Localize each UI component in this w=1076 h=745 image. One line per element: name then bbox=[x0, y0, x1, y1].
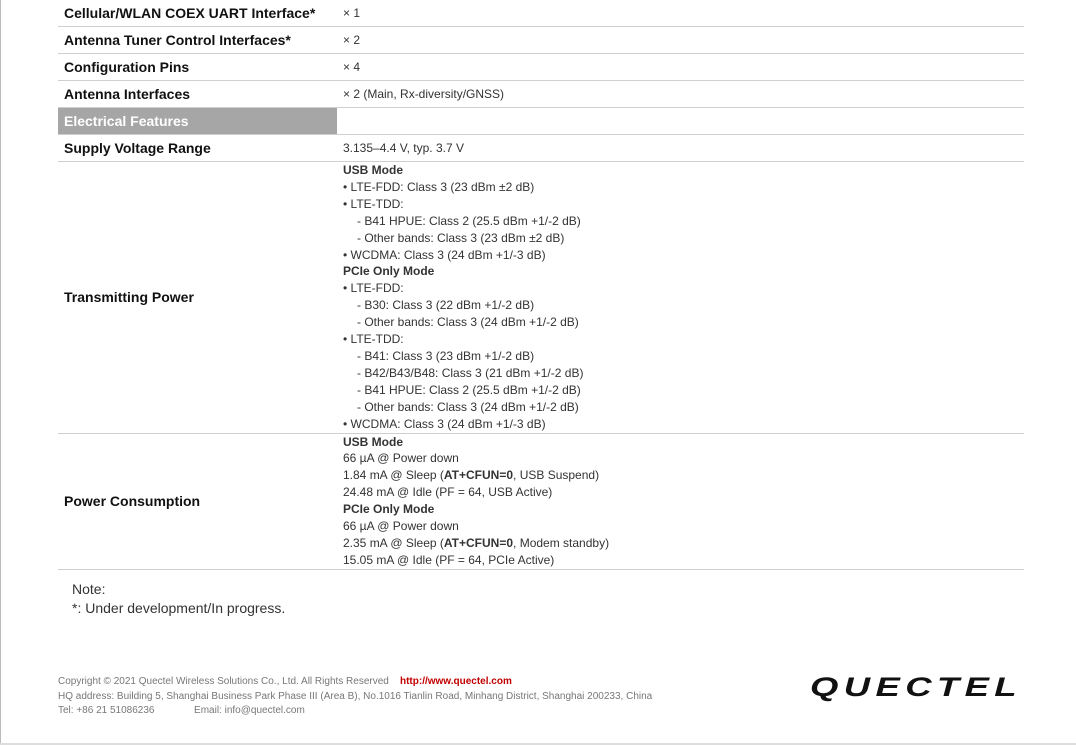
row-value: × 4 bbox=[337, 54, 1024, 81]
list-item: - B41 HPUE: Class 2 (25.5 dBm +1/-2 dB) bbox=[357, 213, 581, 228]
usb-mode-title: USB Mode bbox=[343, 434, 403, 449]
usb-mode-title: USB Mode bbox=[343, 163, 403, 177]
list-item: • LTE-FDD: bbox=[343, 281, 404, 296]
list-item: 15.05 mA @ Idle (PF = 64, PCIe Active) bbox=[343, 552, 555, 567]
list-item: - B41: Class 3 (23 dBm +1/-2 dB) bbox=[357, 348, 535, 363]
row-label: Transmitting Power bbox=[58, 162, 337, 434]
page-left-edge bbox=[0, 0, 1, 745]
logo-text: QUECTEL bbox=[810, 672, 1022, 702]
table-row-transmitting-power bbox=[58, 162, 1024, 434]
pcie-mode-title: PCIe Only Mode bbox=[343, 502, 435, 517]
row-label: Antenna Interfaces bbox=[58, 81, 337, 108]
row-value: × 1 bbox=[337, 0, 1024, 27]
note-title: Note: bbox=[72, 581, 106, 597]
page-footer bbox=[58, 675, 652, 719]
list-item: - B42/B43/B48: Class 3 (21 dBm +1/-2 dB) bbox=[357, 365, 584, 380]
address-text: HQ address: Building 5, Shanghai Business Park Phase III (Area B), No.1016 Tianlin Road, Minhang District, Shanghai 200233, China bbox=[58, 690, 653, 702]
list-item: - B30: Class 3 (22 dBm +1/-2 dB) bbox=[357, 298, 535, 313]
list-item: 1.84 mA @ Sleep (AT+CFUN=0, USB Suspend) bbox=[343, 468, 600, 483]
pcie-mode-title: PCIe Only Mode bbox=[343, 264, 435, 279]
list-item: • WCDMA: Class 3 (24 dBm +1/-3 dB) bbox=[343, 247, 546, 262]
copyright-text: Copyright © 2021 Quectel Wireless Solutions Co., Ltd. All Rights Reserved bbox=[58, 676, 389, 687]
table-row bbox=[58, 135, 1024, 162]
quectel-logo bbox=[808, 672, 1026, 702]
power-block bbox=[343, 434, 1024, 569]
tel-text: Tel: +86 21 51086236 bbox=[58, 705, 155, 716]
list-item: - Other bands: Class 3 (23 dBm ±2 dB) bbox=[357, 230, 565, 245]
row-value: 3.135–4.4 V, typ. 3.7 V bbox=[337, 135, 1024, 162]
list-item: - Other bands: Class 3 (24 dBm +1/-2 dB) bbox=[357, 315, 579, 330]
table-row-power-consumption bbox=[58, 433, 1024, 569]
note bbox=[72, 580, 285, 618]
list-item: - B41 HPUE: Class 2 (25.5 dBm +1/-2 dB) bbox=[357, 382, 581, 397]
list-item: 24.48 mA @ Idle (PF = 64, USB Active) bbox=[343, 485, 553, 500]
list-item: 66 µA @ Power down bbox=[343, 451, 459, 466]
table-row bbox=[58, 27, 1024, 54]
row-label: Power Consumption bbox=[58, 433, 337, 569]
list-item: 66 µA @ Power down bbox=[343, 519, 459, 534]
list-item: • LTE-TDD: bbox=[343, 196, 404, 211]
row-label: Cellular/WLAN COEX UART Interface* bbox=[58, 0, 337, 27]
table-row bbox=[58, 54, 1024, 81]
row-value: × 2 (Main, Rx-diversity/GNSS) bbox=[337, 81, 1024, 108]
list-item: • LTE-FDD: Class 3 (23 dBm ±2 dB) bbox=[343, 179, 535, 194]
list-item: - Other bands: Class 3 (24 dBm +1/-2 dB) bbox=[357, 399, 579, 414]
section-header-row bbox=[58, 108, 1024, 135]
email-text: Email: info@quectel.com bbox=[194, 705, 305, 716]
table-row bbox=[58, 0, 1024, 27]
tx-power-block bbox=[343, 162, 1024, 433]
note-text: *: Under development/In progress. bbox=[72, 600, 286, 616]
row-label: Antenna Tuner Control Interfaces* bbox=[58, 27, 337, 54]
row-label: Supply Voltage Range bbox=[58, 135, 337, 162]
list-item: 2.35 mA @ Sleep (AT+CFUN=0, Modem standby) bbox=[343, 535, 610, 550]
row-value: × 2 bbox=[337, 27, 1024, 54]
list-item: • LTE-TDD: bbox=[343, 332, 404, 347]
section-title: Electrical Features bbox=[58, 108, 337, 135]
spec-table bbox=[58, 0, 1024, 570]
table-row bbox=[58, 81, 1024, 108]
website-link[interactable]: http://www.quectel.com bbox=[399, 676, 512, 687]
list-item: • WCDMA: Class 3 (24 dBm +1/-3 dB) bbox=[343, 416, 546, 431]
row-label: Configuration Pins bbox=[58, 54, 337, 81]
